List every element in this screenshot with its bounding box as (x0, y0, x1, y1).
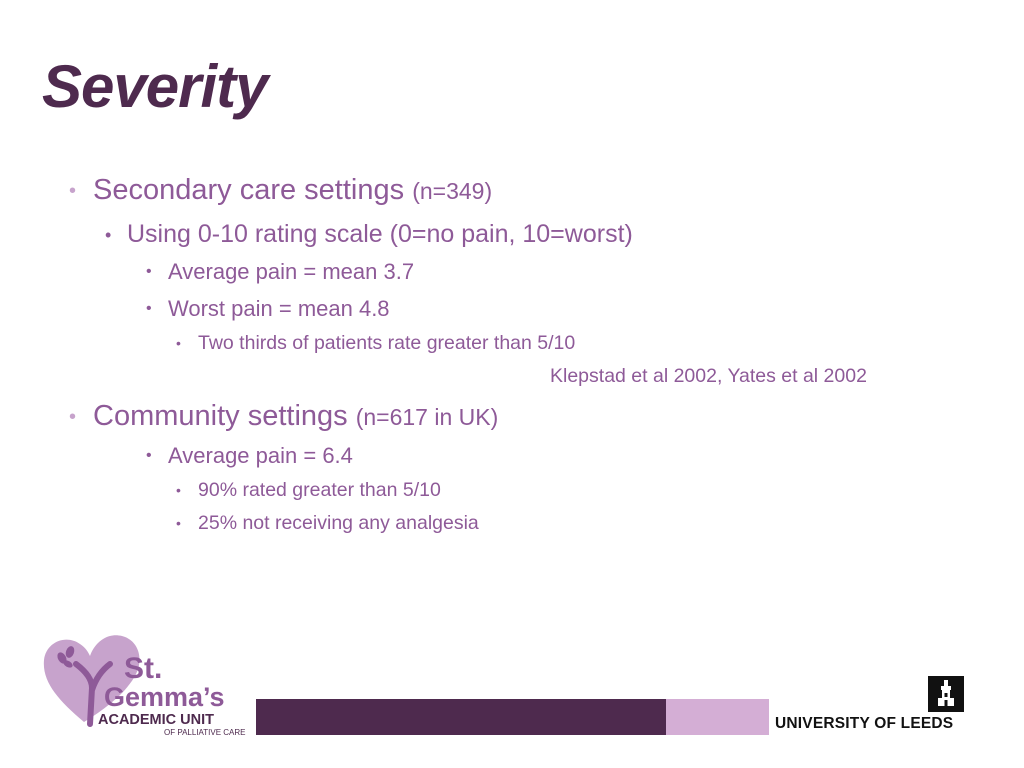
bullet-dot: • (69, 180, 77, 202)
bullet-average-pain-secondary (146, 259, 415, 285)
citation-reference: Klepstad et al 2002, Yates et al 2002 (550, 365, 867, 387)
bullet-dot: • (69, 406, 77, 428)
bullet-dot: • (146, 263, 152, 280)
logo-line-2: Gemma’s (104, 682, 225, 712)
bullet-dot: • (105, 225, 112, 245)
bullet-text: Worst pain = mean 4.8 (168, 296, 390, 321)
bullet-community (69, 400, 499, 433)
leeds-wordmark: UNIVERSITY OF LEEDS (775, 715, 954, 732)
logo-line-1: St. (124, 652, 163, 685)
bullet-text: 25% not receiving any analgesia (198, 512, 479, 534)
bullet-text: Two thirds of patients rate greater than 5/10 (198, 332, 576, 354)
bullet-text: Secondary care settings (93, 174, 405, 206)
bullet-two-thirds (176, 332, 576, 355)
bullet-count: (n=349) (412, 178, 493, 204)
bullet-rating-scale (105, 220, 633, 249)
footer-bar-dark (256, 699, 666, 735)
leeds-tower-icon (928, 676, 964, 712)
bullet-dot: • (146, 300, 152, 317)
slide-title: Severity (42, 53, 268, 120)
bullet-dot: • (146, 447, 152, 464)
bullet-secondary-care (69, 174, 493, 207)
footer-bar-light (666, 699, 769, 735)
university-of-leeds-logo (775, 676, 975, 736)
bullet-dot: • (176, 335, 181, 351)
bullet-text: Community settings (93, 400, 348, 432)
bullet-dot: • (176, 482, 181, 498)
bullet-text: Average pain = mean 3.7 (168, 259, 415, 284)
bullet-text: Using 0-10 rating scale (0=no pain, 10=worst) (127, 220, 633, 248)
bullet-worst-pain (146, 296, 390, 322)
logo-line-3: ACADEMIC UNIT (98, 712, 214, 728)
bullet-rated-greater (176, 479, 441, 502)
bullet-no-analgesia (176, 512, 479, 535)
st-gemmas-logo (40, 630, 255, 740)
bullet-dot: • (176, 515, 181, 531)
bullet-text: Average pain = 6.4 (168, 443, 353, 468)
logo-line-4: OF PALLIATIVE CARE (164, 728, 246, 737)
bullet-text: 90% rated greater than 5/10 (198, 479, 441, 501)
bullet-count: (n=617 in UK) (355, 404, 499, 430)
bullet-average-pain-community (146, 443, 353, 469)
